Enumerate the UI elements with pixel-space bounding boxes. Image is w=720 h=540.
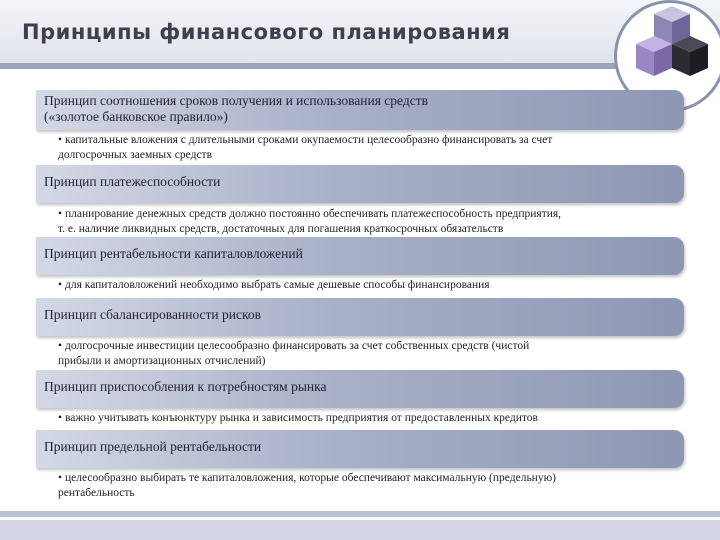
principle-bullet — [58, 471, 688, 501]
principle-heading — [36, 430, 684, 468]
principle-heading — [36, 298, 684, 336]
bullet-line: долгосрочных заемных средств — [58, 149, 213, 161]
page-title: Принципы финансового планирования — [22, 20, 511, 44]
bullet-line: важно учитывать конъюнктуру рынка и зависимость предприятия от предоставленных кредитов — [65, 412, 538, 424]
principle-heading — [36, 90, 684, 130]
principle-bullet — [58, 207, 688, 237]
bullet-icon: • — [58, 208, 63, 220]
principle-heading — [36, 165, 684, 203]
bullet-line: капитальные вложения с длительными сроками окупаемости целесообразно финансировать за счет — [65, 134, 553, 146]
bullet-icon: • — [58, 340, 63, 352]
bullet-line: рентабельность — [58, 487, 135, 499]
bullet-line: долгосрочные инвестиции целесообразно финансировать за счет собственных средств (чистой — [65, 340, 530, 352]
principle-bullet — [58, 278, 688, 293]
heading-line: Принцип платежеспособности — [44, 174, 221, 189]
cubes-logo-icon — [620, 4, 716, 88]
heading-line: Принцип предельной рентабельности — [44, 439, 262, 454]
bullet-line: прибыли и амортизационных отчислений) — [58, 355, 266, 367]
bullet-icon: • — [58, 412, 63, 424]
bullet-icon: • — [58, 279, 63, 291]
bullet-icon: • — [58, 472, 63, 484]
bullet-line: для капиталовложений необходимо выбрать самые дешевые способы финансирования — [65, 279, 490, 291]
principle-bullet — [58, 339, 688, 369]
bullet-icon: • — [58, 134, 63, 146]
heading-line: Принцип сбалансированности рисков — [44, 307, 261, 322]
heading-line: Принцип соотношения сроков получения и использования средств — [44, 93, 428, 108]
principle-heading — [36, 237, 684, 275]
footer-divider — [0, 511, 720, 517]
bullet-line: целесообразно выбирать те капиталовложения, которые обеспечивают максимальную (предельную) — [65, 472, 557, 484]
heading-line: Принцип рентабельности капиталовложений — [44, 246, 303, 261]
heading-line: Принцип приспособления к потребностям рынка — [44, 379, 327, 394]
bullet-line: т. е. наличие ликвидных средств, достаточных для погашения краткосрочных обязательств — [58, 223, 504, 235]
heading-line: («золотое банковское правило») — [44, 109, 228, 124]
principle-bullet — [58, 133, 688, 163]
principle-heading — [36, 370, 684, 408]
header-divider — [0, 63, 720, 69]
footer-bar — [0, 520, 720, 540]
principle-bullet — [58, 411, 688, 426]
bullet-line: планирование денежных средств должно постоянно обеспечивать платежеспособность предприятия, — [65, 208, 562, 220]
